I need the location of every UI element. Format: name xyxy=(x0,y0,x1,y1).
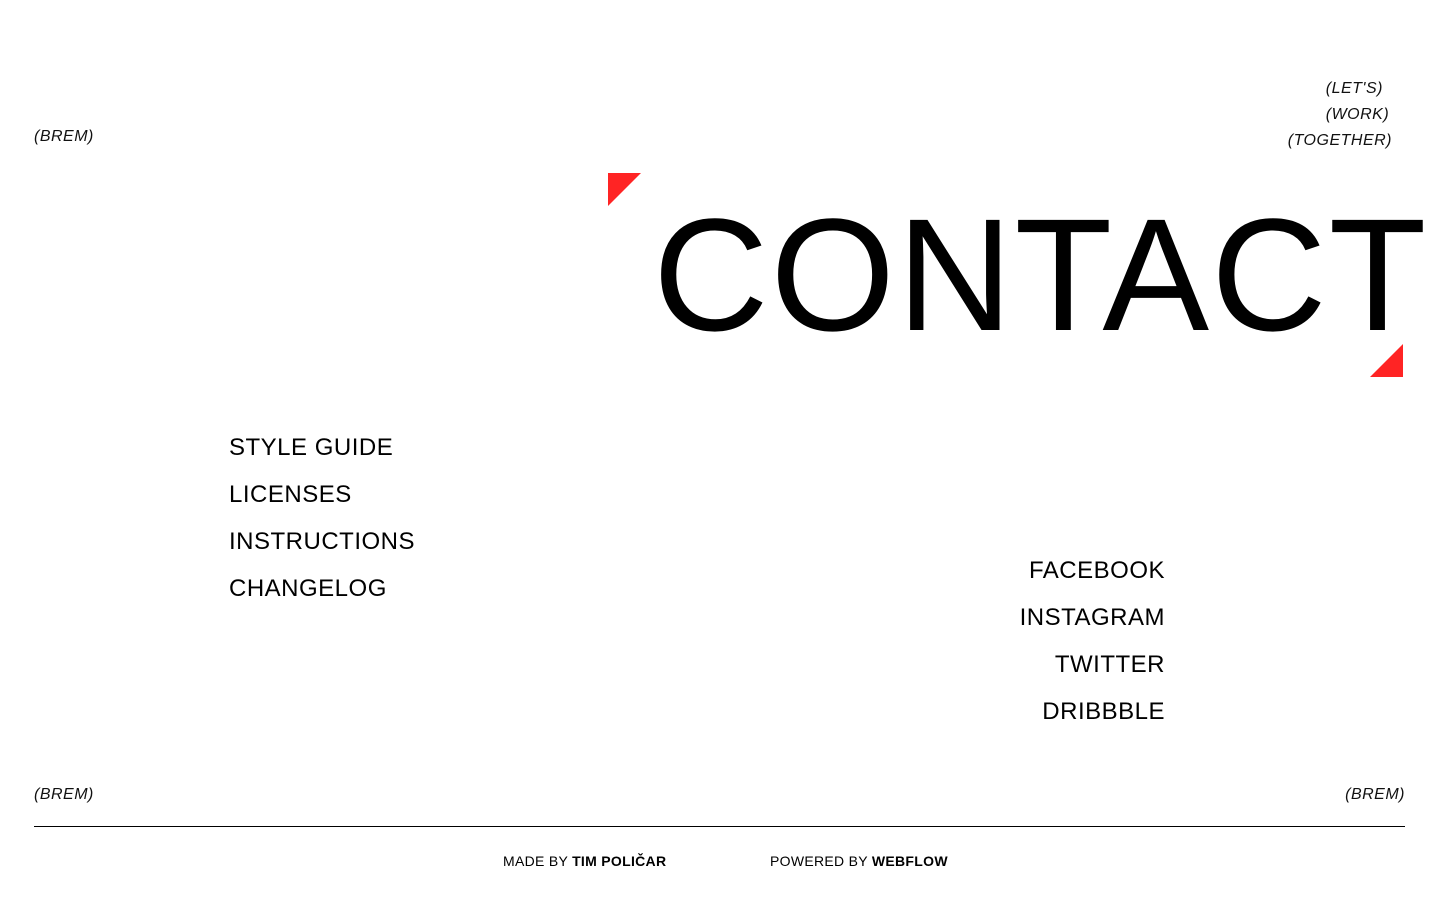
social-link-twitter[interactable]: TWITTER xyxy=(1054,651,1165,678)
made-by-link[interactable]: TIM POLIČAR xyxy=(572,853,667,869)
social-link-instagram[interactable]: INSTAGRAM xyxy=(1019,604,1165,631)
brand-label-top[interactable]: (BREM) xyxy=(34,128,94,145)
red-corner-bottom-right xyxy=(1370,344,1403,377)
red-corner-top-left xyxy=(608,173,641,206)
nav-link-instructions[interactable]: INSTRUCTIONS xyxy=(229,528,415,555)
utility-nav xyxy=(229,424,415,612)
powered-by-prefix: POWERED BY xyxy=(770,853,868,869)
nav-link-licenses[interactable]: LICENSES xyxy=(229,481,352,508)
powered-by-credit xyxy=(770,853,948,869)
tagline-line-3: (TOGETHER) xyxy=(1287,132,1392,149)
tagline xyxy=(1288,76,1392,154)
made-by-prefix: MADE BY xyxy=(503,853,568,869)
made-by-credit xyxy=(503,853,666,869)
footer-divider xyxy=(34,826,1405,827)
page-title: CONTACT xyxy=(653,185,1429,364)
brand-label-bottom-left[interactable]: (BREM) xyxy=(34,786,94,803)
social-link-dribbble[interactable]: DRIBBBLE xyxy=(1042,698,1165,725)
tagline-line-2: (WORK) xyxy=(1325,106,1390,123)
nav-link-style-guide[interactable]: STYLE GUIDE xyxy=(229,434,394,461)
tagline-line-1: (LET'S) xyxy=(1325,80,1383,97)
powered-by-link[interactable]: WEBFLOW xyxy=(871,853,948,869)
nav-link-changelog[interactable]: CHANGELOG xyxy=(229,575,387,602)
social-link-facebook[interactable]: FACEBOOK xyxy=(1028,557,1165,584)
brand-label-bottom-right[interactable]: (BREM) xyxy=(1345,786,1405,803)
social-links xyxy=(1020,547,1165,735)
